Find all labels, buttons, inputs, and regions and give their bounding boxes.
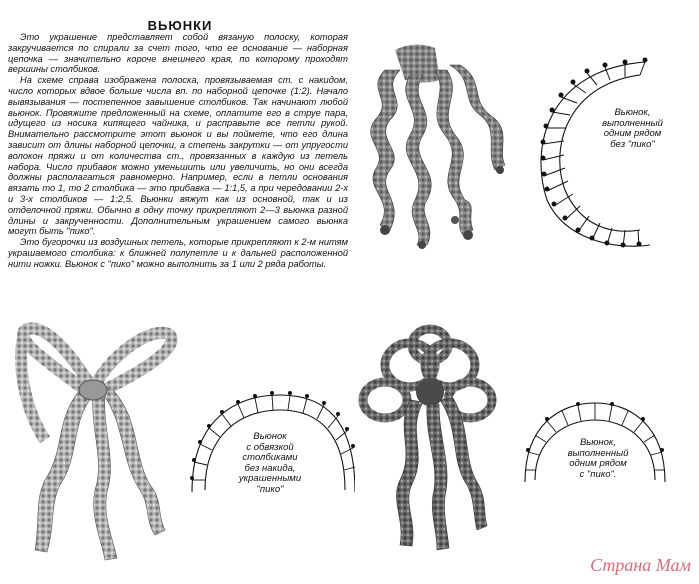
caption-line: "пико": [256, 483, 284, 495]
caption-curl-with-picot: [553, 438, 643, 480]
paragraph-1: Это украшение представляет собой вязаную полоску, которая закручивается по спирали за счет того, что ее основание — наборная цепочка — значительно короче внешнего края, по которому проходят вершины столбиков.: [8, 32, 348, 75]
caption-line: Вьюнок,: [579, 437, 617, 448]
site-watermark: Страна Мам: [590, 555, 691, 575]
article-title: ВЬЮНКИ: [147, 18, 213, 33]
article-text: [8, 32, 348, 270]
caption-line: без накида,: [244, 462, 296, 474]
caption-line: с "пико".: [579, 468, 617, 480]
photo-flower-with-curls: [355, 320, 505, 555]
caption-line: Вьюнок: [253, 431, 287, 442]
caption-line: одним рядом: [603, 128, 662, 139]
caption-line: выполненный: [602, 117, 663, 129]
caption-line: выполненный: [567, 447, 629, 459]
paragraph-3: Это бугорочки из воздушных петель, которые прикрепляют к 2-м нитям украшаемого столбика: к ближней полупетле и к дальней расположенной нити ножки. Вьюнок с "пико" можно выполнить за 1 или 2 ряда работы.: [8, 237, 348, 269]
photo-bow-with-curls: [5, 320, 185, 570]
caption-line: с обвязкой: [246, 441, 294, 453]
photo-spiral-curls: [355, 40, 515, 250]
caption-curl-bordered-picot: [225, 432, 315, 495]
caption-line: столбиками: [242, 452, 298, 463]
caption-line: Вьюнок,: [614, 107, 651, 118]
caption-line: одним рядом: [569, 458, 627, 469]
caption-line: украшенными: [238, 473, 302, 484]
caption-curl-no-picot: [585, 108, 680, 150]
caption-line: без "пико": [610, 138, 655, 150]
paragraph-2: На схеме справа изображена полоска, провязываемая ст. с накидом, число которых вдвое больше числа вп. по наборной цепочке (1:2). Начало вывязывания — постепенное завышение столбиков. Так начинают любой вьюнок. Провяжите предложенный на схеме, оплатите его в струе пара, идущего из носика кипящего чайника, и расправьте все петли рукой. Внимательно рассмотрите этот вьюнок и вы поймете, что его длина зависит от длины наборной цепочки, а степень закрутки — от упругости волокон пряжи и от количества ст., провязанных в каждую из петель набора. Число прибавок можно уменьшить или увеличить, но они всегда должны располагаться равномерно. Например, если в петли основания вязать то 1, то 2 столбика — это прибавка — 1:1,5, а при чередовании 2-х и 3-х столбиков — 1:2,5. Вьюнки вяжут как из основной, так и из отделочной пряжи. Обычно в одну точку прикрепляют 2—3 вьюнка разной длины и закрученности. Дополнительным украшением самого вьюнка могут быть "пико".: [8, 75, 348, 237]
